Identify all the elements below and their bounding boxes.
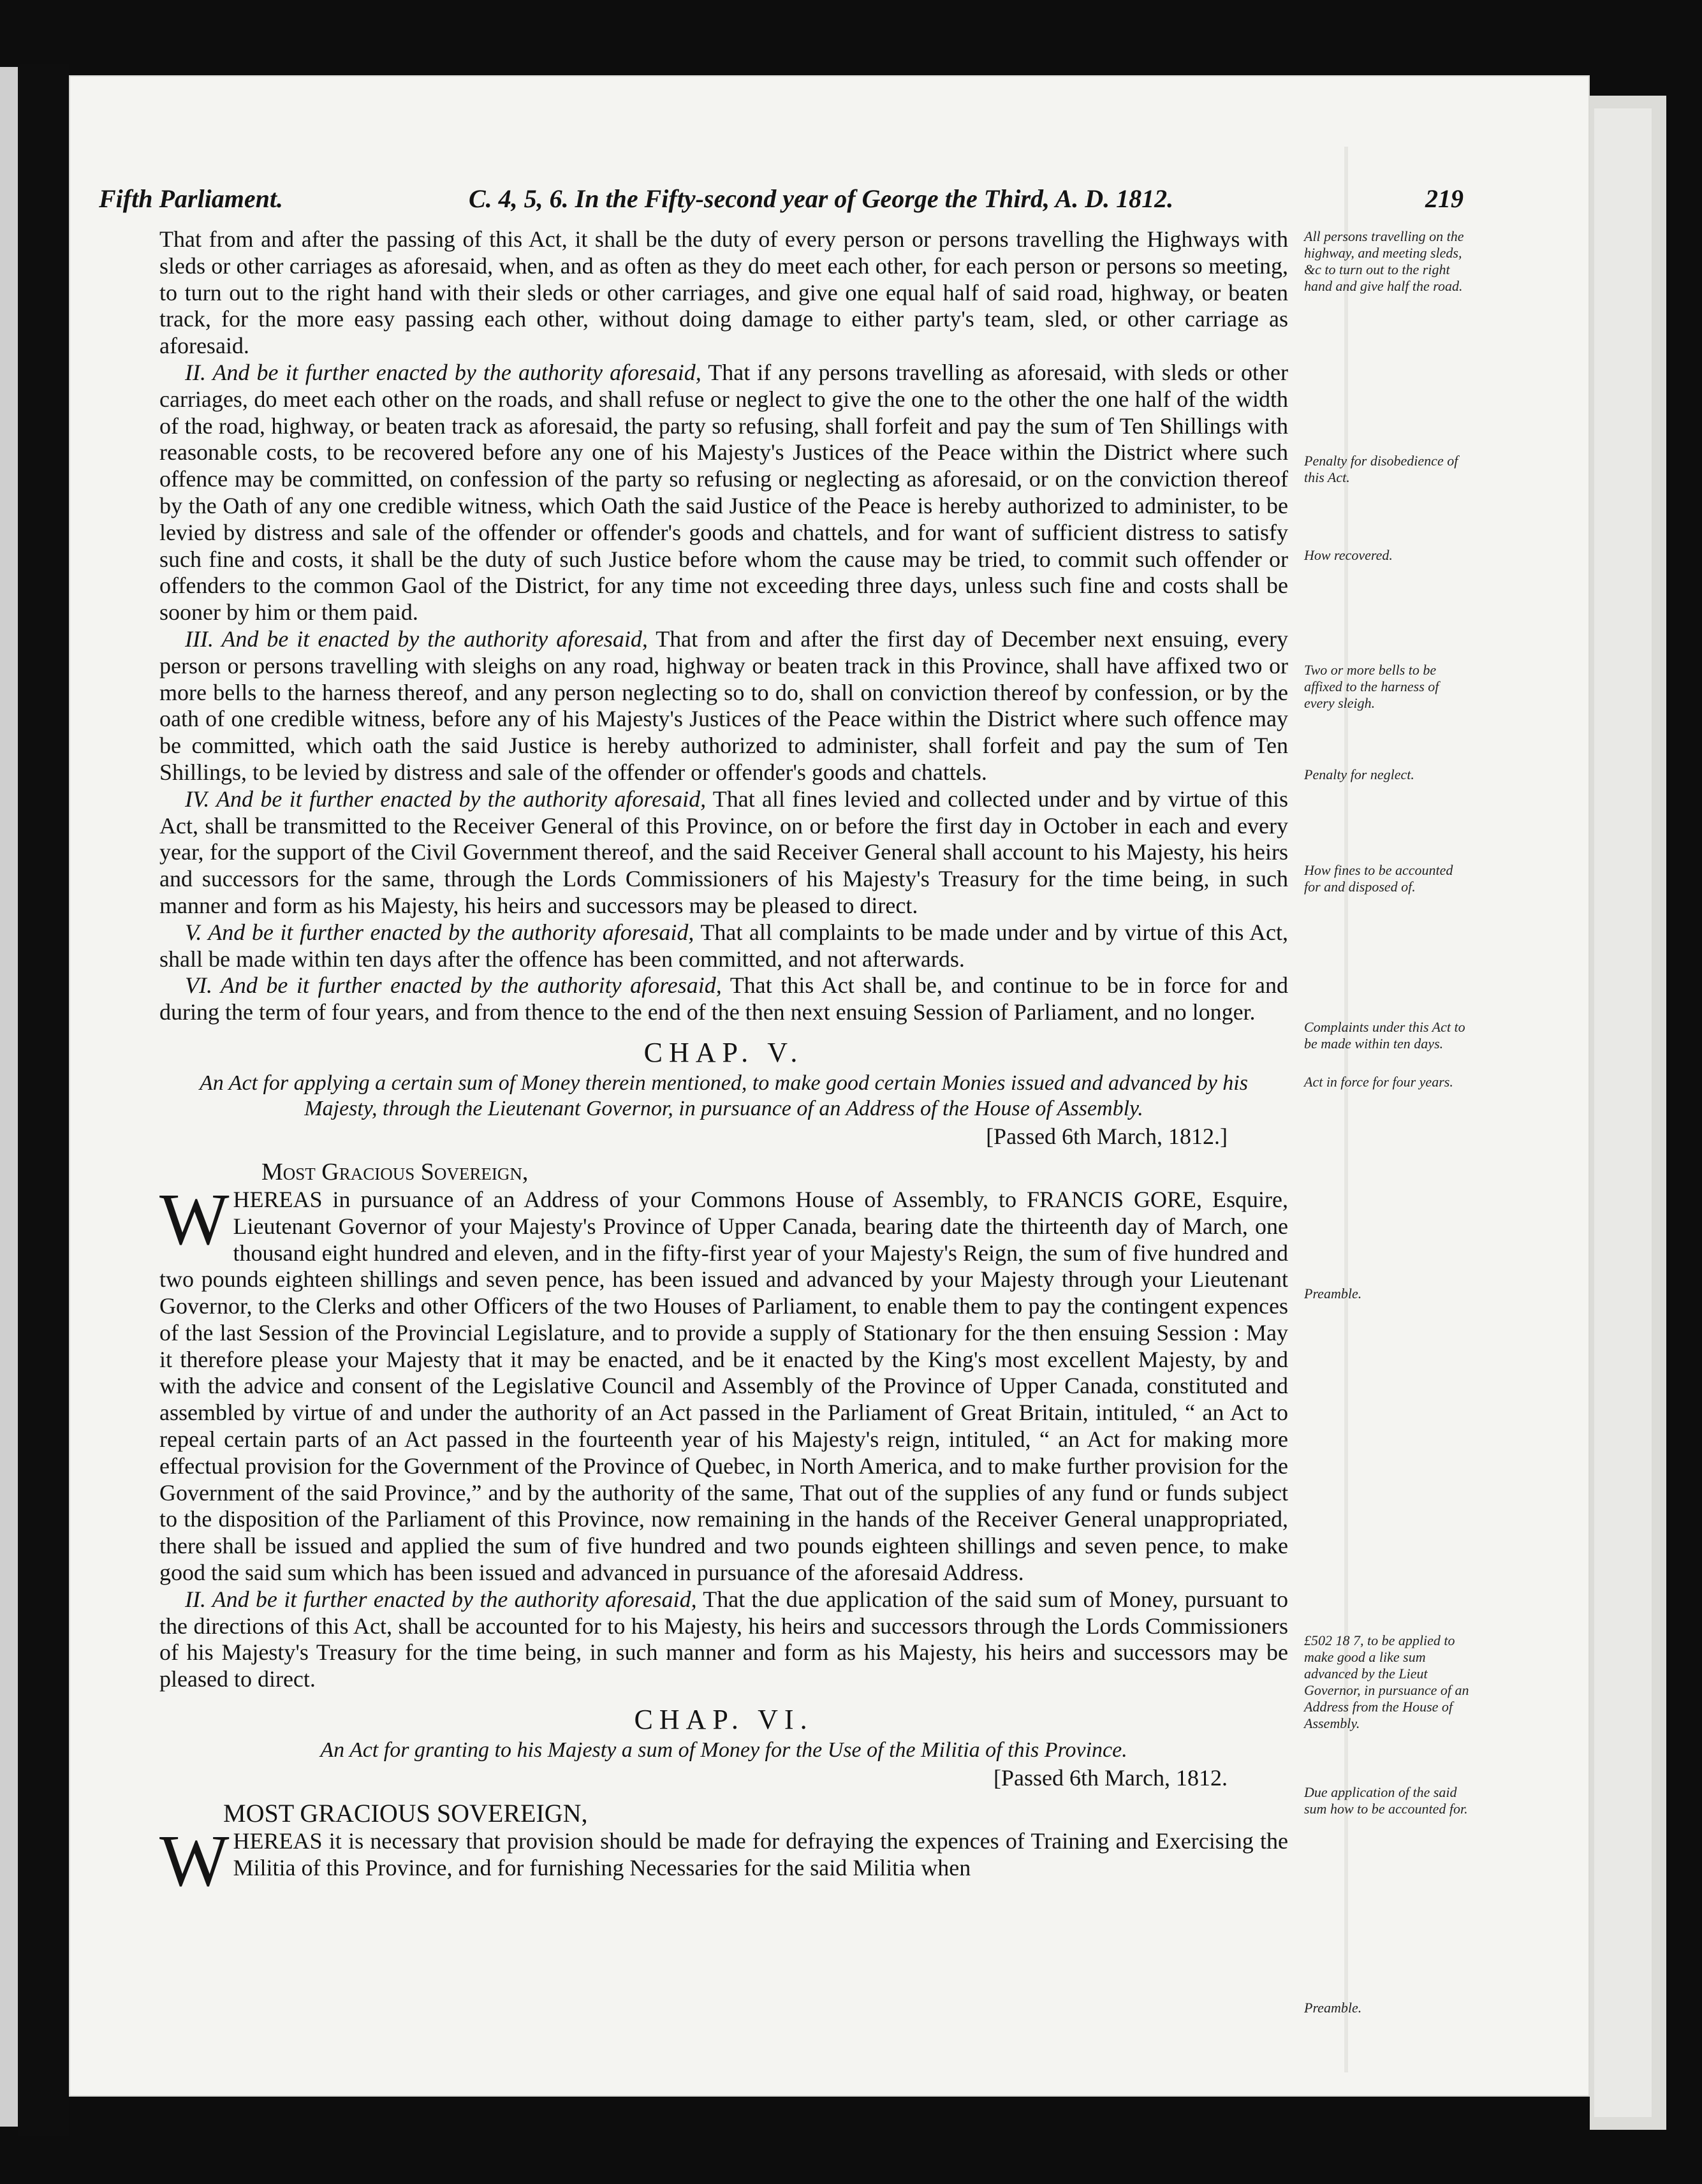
margin-note-9: Preamble. (1304, 1286, 1362, 1301)
salutation-1: Most Gracious Sovereign, (261, 1158, 529, 1185)
margin-note-4: Two or more bells to be affixed to the harness of every sleigh. (1304, 662, 1439, 711)
margin-note-2: Penalty for disobedience of this Act. (1304, 453, 1458, 485)
salutation-2: MOST GRACIOUS SOVEREIGN, (223, 1799, 588, 1828)
page-number: 219 (1425, 184, 1464, 213)
paragraph-6-text: That this Act shall be, and continue to be in force for and during the term of four years, and from thence to the end of the then next ensuing Session of Parliament, and no longer. (159, 972, 1288, 1025)
paragraph-1: That from and after the passing of this Act, it shall be the duty of every person or persons travelling the Highways with sleds or other carriages as aforesaid, when, and as often as they do meet each other, for each person or persons so meeting, to turn out to the right hand with their sleds or other carriages, and give one equal half of said road, highway, or beaten track, for the more easy passing each other, without doing damage to either party's team, sled, or other carriage as aforesaid. (159, 226, 1288, 359)
enacting-clause: V. And be it further enacted by the authority aforesaid, (185, 919, 694, 945)
margin-note-12: Preamble. (1304, 2000, 1362, 2016)
enacting-clause: III. And be it enacted by the authority aforesaid, (185, 626, 648, 652)
enacting-clause: II. And be it further enacted by the authority aforesaid, (185, 359, 701, 385)
margin-note-8: Act in force for four years. (1304, 1074, 1453, 1090)
paragraph-5-text: That all complaints to be made under and by virtue of this Act, shall be made within ten days after the offence has been committed, and not afterwards. (159, 919, 1289, 972)
margin-note-5: Penalty for neglect. (1304, 766, 1414, 782)
paragraph-7 (159, 1178, 1288, 1587)
margin-note-1: All persons travelling on the highway, and meeting sleds, &c to turn out to the right hand and give half the road. (1304, 228, 1464, 294)
book-gutter (18, 64, 69, 2136)
running-header (99, 184, 1464, 216)
paragraph-6 (159, 972, 1288, 1026)
margin-note-3: How recovered. (1304, 547, 1393, 563)
chapter-vi-title: An Act for granting to his Majesty a sum of Money for the Use of the Militia of this Province. (320, 1738, 1127, 1763)
enacting-clause: IV. And be it further enacted by the authority aforesaid, (185, 786, 707, 812)
paragraph-3 (159, 626, 1288, 786)
paragraph-8-text: That the due application of the said sum of Money, pursuant to the directions of this Act, shall be accounted for to his Majesty, his heirs and successors through the Lords Commissioners of his Majesty's Treasury for the time being, in such manner and form as his Majesty, his heirs and successors may be pleased to direct. (159, 1586, 1289, 1692)
paragraph-4-text: That all fines levied and collected under and by virtue of this Act, shall be transmitted to the Receiver General of this Province, on or before the first day in October in each and every year, for the support of the Civil Government thereof, and the said Receiver General shall account to his Majesty, his heirs and successors for the same, through the Lords Commissioners of his Majesty's Treasury for the time being, in such manner and form as his Majesty, his heirs and successors may be pleased to direct. (159, 786, 1288, 918)
drop-cap: W (159, 1821, 230, 1903)
next-page-edge-inner (1594, 108, 1652, 2117)
drop-cap: W (159, 1178, 230, 1261)
page-fold-line (1344, 147, 1348, 2072)
chapter-vi-passed-date: [Passed 6th March, 1812. (994, 1765, 1228, 1791)
margin-note-6: How fines to be accounted for and disposed of. (1304, 862, 1453, 895)
chapter-heading-v: CHAP. V. (643, 1036, 804, 1068)
enacting-clause: VI. And be it further enacted by the authority aforesaid, (185, 972, 722, 999)
paragraph-8 (159, 1587, 1288, 1693)
margin-note-7: Complaints under this Act to be made within ten days. (1304, 1019, 1465, 1052)
paragraph-3-text: That from and after the first day of December next ensuing, every person or persons travelling with sleighs on any road, highway or beaten track in this Province, shall have affixed two or more bells to the harness thereof, and any person neglecting so to do, shall on conviction thereof by confession, or by the oath of one credible witness, before any of his Majesty's Justices of the Peace within the District where such offence may be committed, which oath the said Justice is hereby authorized to administer, shall forfeit and pay the sum of Ten Shillings, to be levied by distress and sale of the offender or offender's goods and chattels. (159, 626, 1288, 785)
paragraph-5 (159, 920, 1288, 973)
header-parliament: Fifth Parliament. (99, 184, 283, 213)
previous-page-edge (0, 67, 18, 2127)
paragraph-2 (159, 360, 1288, 626)
header-chapter-year: C. 4, 5, 6. In the Fifty-second year of George the Third, A. D. 1812. (469, 184, 1174, 213)
chapter-v-passed-date: [Passed 6th March, 1812.] (986, 1123, 1228, 1149)
chapter-heading-vi: CHAP. VI. (634, 1704, 814, 1736)
main-text-column (159, 226, 1289, 1903)
paragraph-4 (159, 786, 1288, 920)
enacting-clause: II. And be it further enacted by the authority aforesaid, (185, 1586, 697, 1612)
margin-note-10: £502 18 7, to be applied to make good a like sum advanced by the Lieut Governor, in pursuance of an Address from the House of Assembly. (1304, 1632, 1469, 1731)
paragraph-9-text: HEREAS it is necessary that provision should be made for defraying the expences of Training and Exercising the Militia of this Province, and for furnishing Necessaries for the said Militia when (233, 1828, 1288, 1880)
paragraph-2-text: That if any persons travelling as aforesaid, with sleds or other carriages, do meet each other on the roads, and shall refuse or neglect to give the one to the other the one half of the width of the road, highway, or beaten track as aforesaid, the party so refusing, shall forfeit and pay the sum of Ten Shillings with reasonable costs, to be recovered before any one of his Majesty's Justices of the Peace within the District where such offence may be committed, on confession of the party so refusing or neglecting as aforesaid, or on the conviction thereof by the Oath of any one credible witness, which Oath the said Justice of the Peace is hereby authorized to administer, to be levied by distress and sale of the offender or offender's goods and chattels, and for want of sufficient distress to satisfy such fine and costs, it shall be the duty of such Justice before whom the cause may be tried, to commit such offender or offenders to the common Gaol of the District, for any time not exceeding three days, unless such fine and costs shall be sooner by him or them paid. (159, 359, 1288, 626)
paragraph-9 (159, 1821, 1288, 1903)
chapter-v-title: An Act for applying a certain sum of Money therein mentioned, to make good certain Monies issued and advanced by his Majesty, through the Lieutenant Governor, in pursuance of an Address of the House of Assembly. (200, 1071, 1248, 1120)
paragraph-7-text: HEREAS in pursuance of an Address of your Commons House of Assembly, to FRANCIS GORE, Esquire, Lieutenant Governor of your Majesty's Province of Upper Canada, bearing date the thirteenth day of March, one thousand eight hundred and eleven, and in the fifty-first year of your Majesty's Reign, the sum of five hundred and two pounds eighteen shillings and seven pence, has been issued and advanced by your Majesty through your Lieutenant Governor, to the Clerks and other Officers of the two Houses of Parliament, to enable them to pay the contingent expences of the last Session of the Provincial Legislature, and to provide a supply of Stationary for the then ensuing Session : May it therefore please your Majesty that it may be enacted, and be it enacted by the King's most excellent Majesty, by and with the advice and consent of the Legislative Council and Assembly of the Province of Upper Canada, constituted and assembled by virtue of and under the authority of an Act passed in the Parliament of Great Britain, intituled, “ an Act to repeal certain parts of an Act passed in the fourteenth year of his Majesty's reign, intituled, “ an Act for making more effectual provision for the Government of the Province of Quebec, in North America, and to make further provision for the Government of the said Province,” and by the authority of the same, That out of the supplies of any fund or funds subject to the disposition of the Parliament of this Province, now remaining in the hands of the Receiver General unappropriated, there shall be issued and applied the sum of five hundred and two pounds eighteen shillings and seven pence, to make good the said sum which has been issued and advanced in pursuance of the aforesaid Address. (159, 1186, 1288, 1586)
margin-note-11: Due application of the said sum how to be accounted for. (1304, 1784, 1468, 1817)
